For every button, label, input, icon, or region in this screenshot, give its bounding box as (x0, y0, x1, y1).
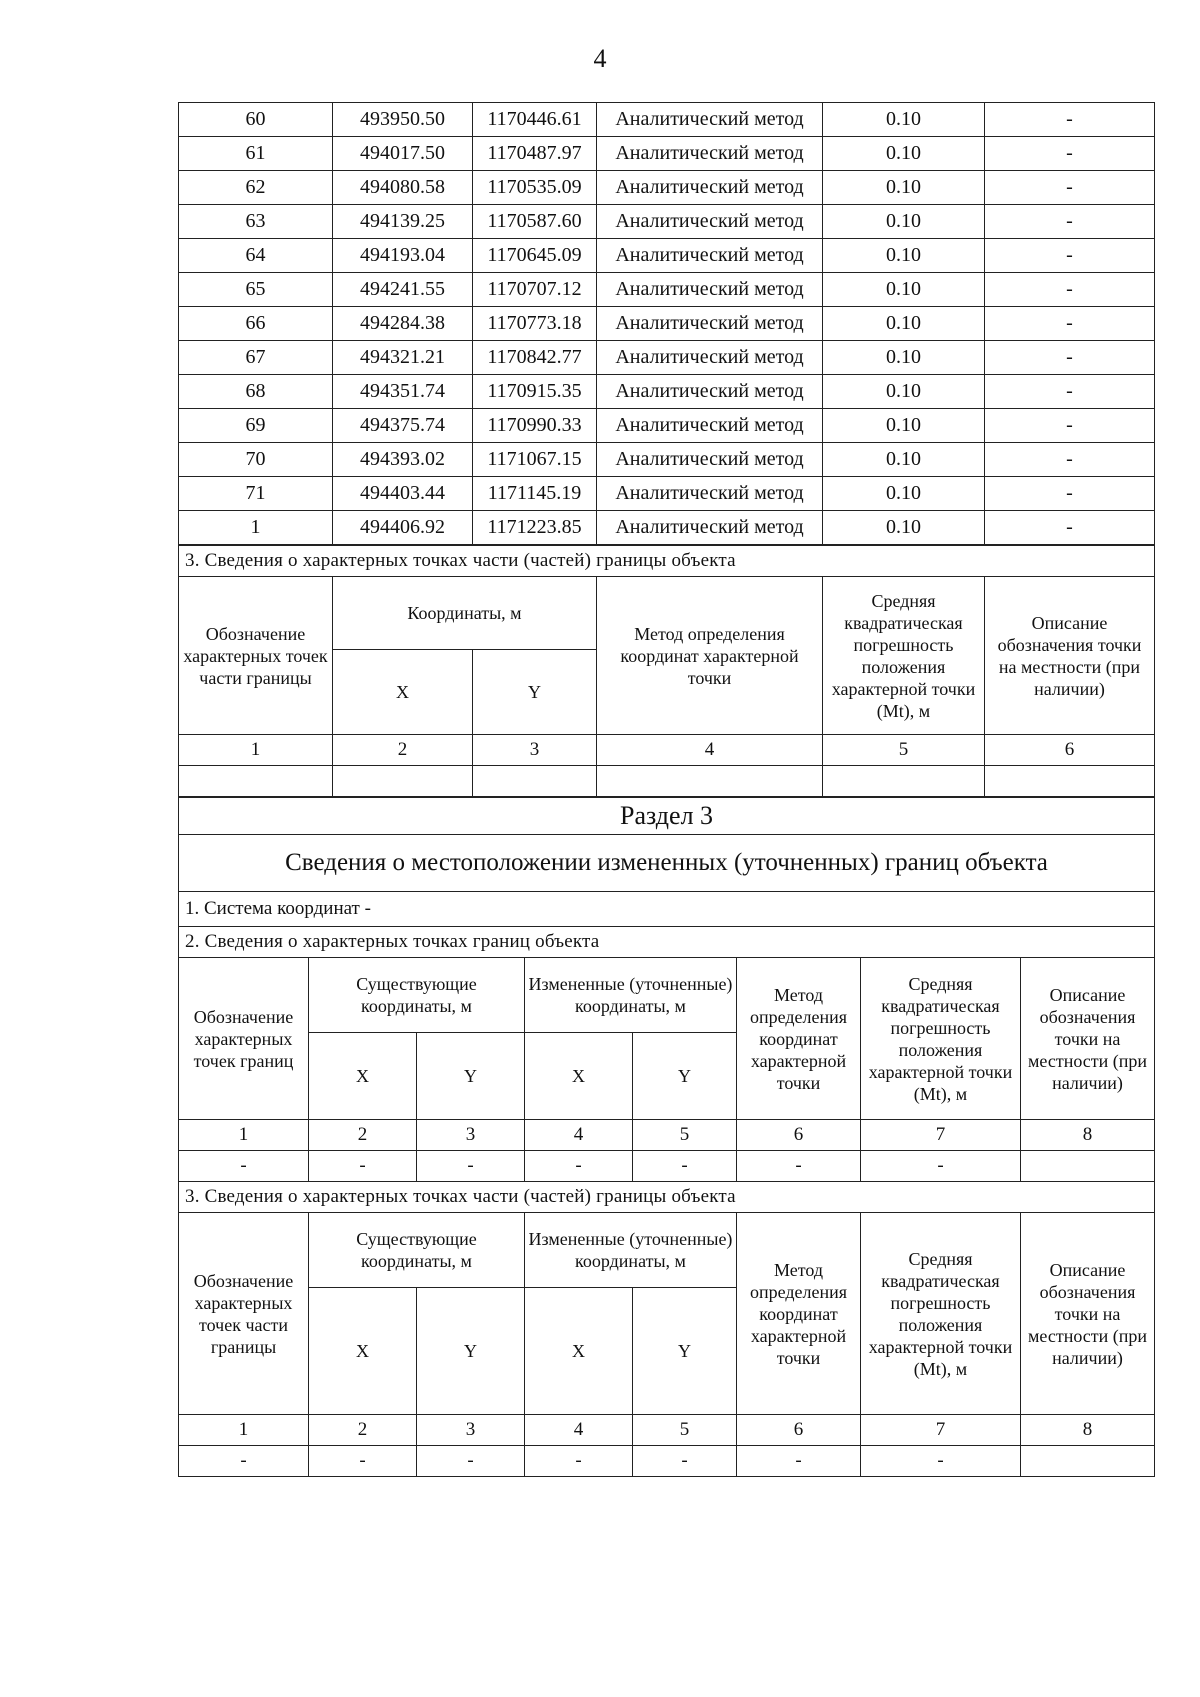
method-cell: Аналитический метод (597, 239, 823, 273)
coord-x: 494403.44 (333, 477, 473, 511)
document (178, 102, 1154, 1477)
point-number: 69 (179, 409, 333, 443)
coord-x: 494284.38 (333, 307, 473, 341)
mt-cell: 0.10 (823, 307, 985, 341)
col-number: 6 (737, 1415, 861, 1446)
desc-cell: - (985, 273, 1155, 307)
col-x: X (333, 650, 473, 735)
dash-cell: - (737, 1446, 861, 1477)
coordinate-row (179, 477, 1155, 511)
dash-cell: - (179, 1446, 309, 1477)
part-points-table (178, 545, 1155, 797)
col-designation: Обозначение характерных точек части границы (179, 577, 333, 735)
mt-cell: 0.10 (823, 205, 985, 239)
col-method: Метод определения координат характерной точки (737, 1213, 861, 1415)
mt-cell: 0.10 (823, 137, 985, 171)
col-desc: Описание обозначения точки на местности (при наличии) (1021, 958, 1155, 1120)
point-number: 68 (179, 375, 333, 409)
col-desc: Описание обозначения точки на местности (при наличии) (985, 577, 1155, 735)
col-number: 4 (525, 1120, 633, 1151)
desc-cell: - (985, 341, 1155, 375)
coord-x: 494193.04 (333, 239, 473, 273)
coordinate-row (179, 511, 1155, 545)
coord-x: 494080.58 (333, 171, 473, 205)
dash-cell: - (861, 1446, 1021, 1477)
method-cell: Аналитический метод (597, 103, 823, 137)
mt-cell: 0.10 (823, 375, 985, 409)
method-cell: Аналитический метод (597, 375, 823, 409)
coordinate-row (179, 103, 1155, 137)
coordinate-row (179, 239, 1155, 273)
col-number: 3 (417, 1415, 525, 1446)
col-desc: Описание обозначения точки на местности (при наличии) (1021, 1213, 1155, 1415)
mt-cell: 0.10 (823, 341, 985, 375)
point-number: 67 (179, 341, 333, 375)
col-existing: Существующие координаты, м (309, 1213, 525, 1288)
col-number: 8 (1021, 1415, 1155, 1446)
col-designation: Обозначение характерных точек границ (179, 958, 309, 1120)
coord-system: 1. Система координат - (179, 892, 1155, 927)
dash-cell: - (525, 1446, 633, 1477)
coord-y: 1170487.97 (473, 137, 597, 171)
col-number: 6 (737, 1120, 861, 1151)
point-number: 71 (179, 477, 333, 511)
coord-y: 1170587.60 (473, 205, 597, 239)
mt-cell: 0.10 (823, 409, 985, 443)
col-x: X (309, 1033, 417, 1120)
coord-x: 493950.50 (333, 103, 473, 137)
col-number: 3 (417, 1120, 525, 1151)
dash-cell: - (525, 1151, 633, 1182)
coord-x: 494241.55 (333, 273, 473, 307)
point-number: 66 (179, 307, 333, 341)
method-cell: Аналитический метод (597, 137, 823, 171)
method-cell: Аналитический метод (597, 171, 823, 205)
col-number: 2 (333, 735, 473, 766)
part-points-caption: 3. Сведения о характерных точках части (частей) границы объекта (179, 546, 1155, 577)
method-cell: Аналитический метод (597, 341, 823, 375)
coordinate-row (179, 409, 1155, 443)
col-mt: Средняя квадратическая погрешность положения характерной точки (Mt), м (861, 958, 1021, 1120)
col-x: X (309, 1288, 417, 1415)
col-number: 8 (1021, 1120, 1155, 1151)
mt-cell: 0.10 (823, 443, 985, 477)
point-number: 1 (179, 511, 333, 545)
mt-cell: 0.10 (823, 477, 985, 511)
dash-cell: - (309, 1151, 417, 1182)
col-method: Метод определения координат характерной точки (597, 577, 823, 735)
coord-y: 1171067.15 (473, 443, 597, 477)
col-y: Y (417, 1288, 525, 1415)
dash-cell: - (737, 1151, 861, 1182)
coord-y: 1170915.35 (473, 375, 597, 409)
col-number: 4 (597, 735, 823, 766)
desc-cell: - (985, 443, 1155, 477)
point-number: 65 (179, 273, 333, 307)
point-number: 63 (179, 205, 333, 239)
method-cell: Аналитический метод (597, 511, 823, 545)
dash-cell: - (633, 1446, 737, 1477)
col-number: 5 (823, 735, 985, 766)
coordinate-row (179, 137, 1155, 171)
coord-y: 1170446.61 (473, 103, 597, 137)
method-cell: Аналитический метод (597, 205, 823, 239)
method-cell: Аналитический метод (597, 409, 823, 443)
col-designation: Обозначение характерных точек части границы (179, 1213, 309, 1415)
point-number: 62 (179, 171, 333, 205)
dash-cell: - (633, 1151, 737, 1182)
desc-cell: - (985, 375, 1155, 409)
dash-cell: - (309, 1446, 417, 1477)
col-mt: Средняя квадратическая погрешность положения характерной точки (Mt), м (823, 577, 985, 735)
coord-x: 494139.25 (333, 205, 473, 239)
method-cell: Аналитический метод (597, 477, 823, 511)
point-number: 70 (179, 443, 333, 477)
dash-cell: - (861, 1151, 1021, 1182)
mt-cell: 0.10 (823, 103, 985, 137)
coord-x: 494406.92 (333, 511, 473, 545)
desc-cell: - (985, 205, 1155, 239)
method-cell: Аналитический метод (597, 273, 823, 307)
mt-cell: 0.10 (823, 511, 985, 545)
col-x: X (525, 1288, 633, 1415)
section3-subtitle: Сведения о местоположении измененных (уточненных) границ объекта (179, 835, 1155, 892)
col-changed: Измененные (уточненные) координаты, м (525, 1213, 737, 1288)
col-number: 4 (525, 1415, 633, 1446)
mt-cell: 0.10 (823, 239, 985, 273)
coordinate-row (179, 341, 1155, 375)
desc-cell: - (985, 307, 1155, 341)
coord-y: 1170773.18 (473, 307, 597, 341)
coord-x: 494393.02 (333, 443, 473, 477)
coordinate-row (179, 443, 1155, 477)
dash-row (179, 1151, 1155, 1182)
col-number: 6 (985, 735, 1155, 766)
coord-x: 494321.21 (333, 341, 473, 375)
desc-cell: - (985, 409, 1155, 443)
dash-cell: - (179, 1151, 309, 1182)
coordinate-row (179, 171, 1155, 205)
coord-y: 1171145.19 (473, 477, 597, 511)
col-coords: Координаты, м (333, 577, 597, 650)
col-number: 1 (179, 735, 333, 766)
empty-row (179, 766, 1155, 797)
col-number: 7 (861, 1120, 1021, 1151)
col-y: Y (417, 1033, 525, 1120)
desc-cell: - (985, 171, 1155, 205)
col-number: 5 (633, 1120, 737, 1151)
col-number: 3 (473, 735, 597, 766)
section3-title: Раздел 3 (179, 798, 1155, 835)
col-method: Метод определения координат характерной точки (737, 958, 861, 1120)
col-number: 1 (179, 1120, 309, 1151)
coordinate-row (179, 205, 1155, 239)
desc-cell: - (985, 239, 1155, 273)
col-y: Y (633, 1033, 737, 1120)
coord-y: 1170645.09 (473, 239, 597, 273)
method-cell: Аналитический метод (597, 443, 823, 477)
coord-y: 1170842.77 (473, 341, 597, 375)
coordinate-row (179, 375, 1155, 409)
coord-y: 1170707.12 (473, 273, 597, 307)
dash-row (179, 1446, 1155, 1477)
method-cell: Аналитический метод (597, 307, 823, 341)
page-number: 4 (593, 44, 607, 73)
coord-y: 1171223.85 (473, 511, 597, 545)
point-number: 64 (179, 239, 333, 273)
col-y: Y (473, 650, 597, 735)
col-number: 7 (861, 1415, 1021, 1446)
desc-cell: - (985, 511, 1155, 545)
point-number: 60 (179, 103, 333, 137)
coord-x: 494017.50 (333, 137, 473, 171)
point-number: 61 (179, 137, 333, 171)
col-number: 2 (309, 1415, 417, 1446)
coordinates-table (178, 102, 1155, 545)
desc-cell: - (985, 477, 1155, 511)
mt-cell: 0.10 (823, 273, 985, 307)
coord-x: 494375.74 (333, 409, 473, 443)
col-existing: Существующие координаты, м (309, 958, 525, 1033)
part-boundary-caption: 3. Сведения о характерных точках части (частей) границы объекта (179, 1182, 1155, 1213)
col-number: 2 (309, 1120, 417, 1151)
coordinate-row (179, 307, 1155, 341)
coord-y: 1170990.33 (473, 409, 597, 443)
desc-cell: - (985, 137, 1155, 171)
desc-cell: - (985, 103, 1155, 137)
col-x: X (525, 1033, 633, 1120)
section3-table (178, 797, 1155, 1477)
mt-cell: 0.10 (823, 171, 985, 205)
boundary-points-caption: 2. Сведения о характерных точках границ объекта (179, 927, 1155, 958)
coord-y: 1170535.09 (473, 171, 597, 205)
col-changed: Измененные (уточненные) координаты, м (525, 958, 737, 1033)
col-number: 1 (179, 1415, 309, 1446)
col-number: 5 (633, 1415, 737, 1446)
coordinate-row (179, 273, 1155, 307)
col-y: Y (633, 1288, 737, 1415)
col-mt: Средняя квадратическая погрешность положения характерной точки (Mt), м (861, 1213, 1021, 1415)
dash-cell: - (417, 1446, 525, 1477)
dash-cell: - (417, 1151, 525, 1182)
coord-x: 494351.74 (333, 375, 473, 409)
